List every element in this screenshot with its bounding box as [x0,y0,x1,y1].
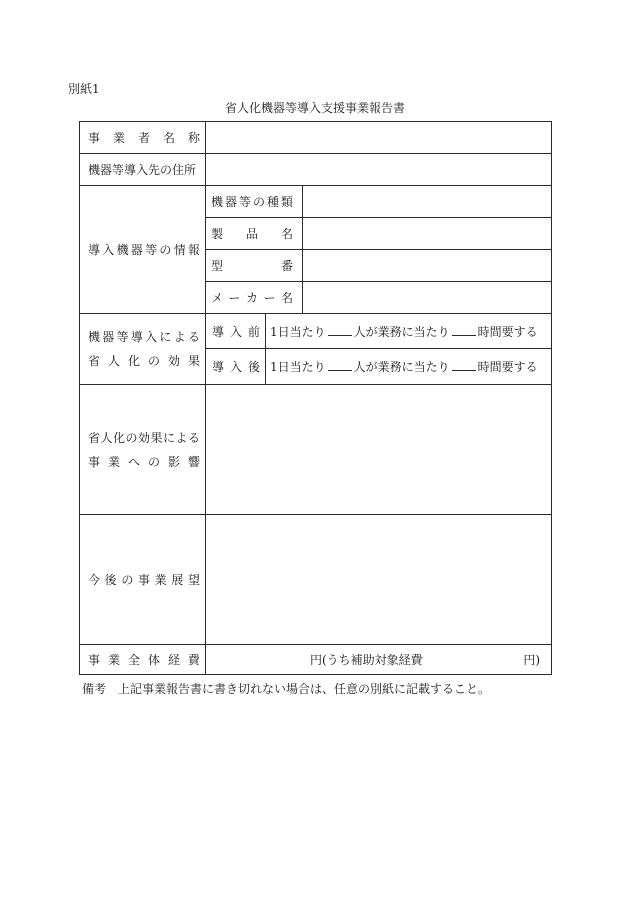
impact-field[interactable] [206,385,551,514]
cost-label: 事 業 全 体 経 費 [88,653,200,667]
people-count-blank[interactable] [328,323,352,336]
outlook-field[interactable] [206,515,551,644]
cost-text-end: 円) [523,653,540,667]
effect-label-line2: 省人化の効果 [88,354,200,368]
after-effect-text [270,349,550,384]
after-label: 導 入 後 [212,360,260,374]
hours-blank[interactable] [452,358,476,371]
before-effect-text [270,314,550,348]
maker-name-field[interactable] [303,282,551,313]
people-text: 人が業務に当たり [353,360,450,374]
report-form [79,121,552,675]
people-count-blank[interactable] [328,358,352,371]
remarks-note: 備考 上記事業報告書に書き切れない場合は、任意の別紙に記載すること。 [82,682,491,696]
equipment-info-label: 導 入 機 器 等 の 情 報 [88,243,200,257]
per-day-text: 1日当たり [270,360,326,374]
maker-name-label: メ ー カ ー 名 [211,291,293,305]
equipment-type-field[interactable] [303,186,551,217]
product-name-label: 製 品 名 [211,227,293,241]
before-label: 導 入 前 [212,324,260,339]
product-name-field[interactable] [303,218,551,249]
attachment-label: 別紙1 [68,82,100,96]
cost-field[interactable] [310,645,540,674]
effect-label-line1: 機器等導入による [88,330,200,344]
outlook-label: 今 後 の 事 業 展 望 [88,573,200,587]
impact-label-line1: 省人化の効果による [88,430,200,445]
model-number-label: 型 番 [211,259,293,273]
impact-label [88,385,200,514]
cost-text-start: 円(うち補助対象経費 [310,653,423,667]
hours-blank[interactable] [452,323,476,336]
address-field[interactable] [206,154,551,185]
business-name-field[interactable] [206,122,551,153]
people-text: 人が業務に当たり [353,324,450,339]
business-name-label: 事 業 者 名 称 [88,131,200,145]
model-number-field[interactable] [303,250,551,281]
per-day-text: 1日当たり [270,324,326,339]
impact-label-line2: 事業への影響 [88,454,200,469]
address-label: 機器等導入先の住所 [88,163,197,177]
document-title: 省人化機器等導入支援事業報告書 [224,101,405,115]
hours-text: 時間要する [477,324,538,339]
column-divider [265,313,266,384]
effect-label [88,314,200,384]
equipment-type-label: 機 器 等 の 種 類 [211,195,293,209]
hours-text: 時間要する [477,360,538,374]
